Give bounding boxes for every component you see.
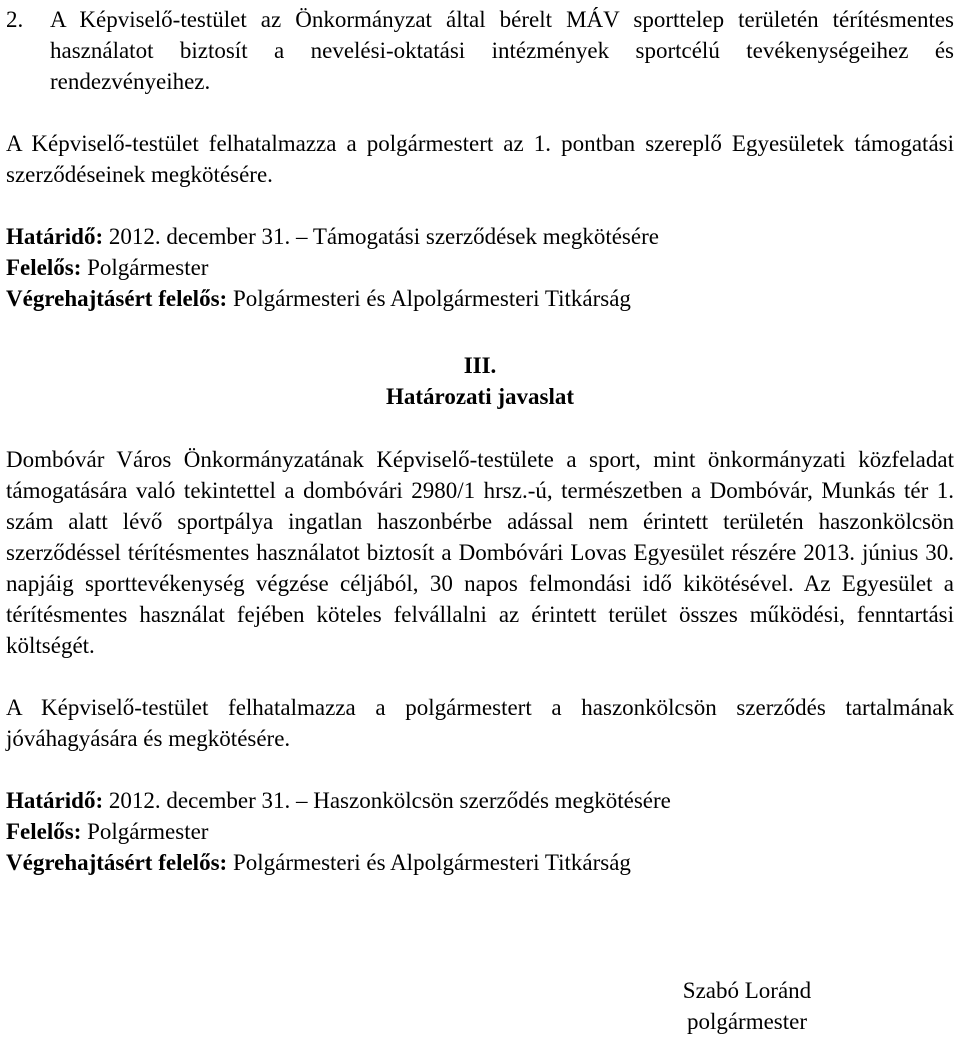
section-2-item	[6, 4, 954, 97]
executor-line-2	[6, 847, 954, 878]
deadline-line-1	[6, 221, 954, 252]
heading-title: Határozati javaslat	[385, 384, 574, 409]
authorization-paragraph-1: A Képviselő-testület felhatalmazza a polgármestert az 1. pontban szereplő Egyesületek támogatási szerződéseinek megkötésére.	[6, 131, 954, 187]
heading-number: III.	[463, 353, 497, 378]
executor-line-1	[6, 283, 954, 314]
responsibility-block-2	[6, 785, 954, 878]
deadline-value: 2012. december 31. – Haszonkölcsön szerződés megkötésére	[103, 788, 671, 813]
executor-label: Végrehajtásért felelős:	[6, 850, 228, 875]
deadline-line-2	[6, 785, 954, 816]
authorization-paragraph-2: A Képviselő-testület felhatalmazza a polgármestert a haszonkölcsön szerződés tartalmának jóváhagyására és megkötésére.	[6, 695, 954, 751]
responsible-value: Polgármester	[81, 255, 209, 280]
executor-value: Polgármesteri és Alpolgármesteri Titkárság	[227, 286, 631, 311]
heading-block	[6, 350, 954, 412]
responsibility-block-1	[6, 221, 954, 314]
signature-name: Szabó Loránd	[682, 978, 812, 1003]
executor-label: Végrehajtásért felelős:	[6, 286, 228, 311]
resolution-paragraph: Dombóvár Város Önkormányzatának Képviselő-testülete a sport, mint önkormányzati közfeladat támogatására való tekintettel a dombóvári 2980/1 hrsz.-ú, természetben a Dombóvár, Munkás tér 1. szám alatt lévő sportpálya ingatlan haszonbérbe adással nem érintett területén haszonkölcsön szerződéssel térítésmentes használatot biztosít a Dombóvári Lovas Egyesület részére 2013. június 30. napjáig sporttevékenység végzése céljából, 30 napos felmondási idő kikötésével. Az Egyesület a térítésmentes használat fejében köteles felvállalni az érintett terület összes működési, fenntartási költségét.	[6, 447, 954, 658]
executor-value: Polgármesteri és Alpolgármesteri Titkárság	[227, 850, 631, 875]
deadline-label: Határidő:	[6, 788, 104, 813]
responsible-label: Felelős:	[6, 255, 82, 280]
deadline-label: Határidő:	[6, 224, 104, 249]
document-page	[6, 4, 954, 878]
responsible-value: Polgármester	[81, 819, 209, 844]
section-2-text: A Képviselő-testület az Önkormányzat által bérelt MÁV sporttelep területén térítésmentes használatot biztosít a nevelési-oktatási intézmények sportcélú tevékenységeihez és rendezvényeihez.	[50, 7, 954, 94]
signature-role: polgármester	[686, 1009, 808, 1034]
deadline-value: 2012. december 31. – Támogatási szerződések megkötésére	[103, 224, 659, 249]
section-2-number: 2.	[6, 7, 24, 32]
responsible-line-2	[6, 816, 954, 847]
responsible-label: Felelős:	[6, 819, 82, 844]
responsible-line-1	[6, 252, 954, 283]
signature-block	[670, 975, 824, 1037]
